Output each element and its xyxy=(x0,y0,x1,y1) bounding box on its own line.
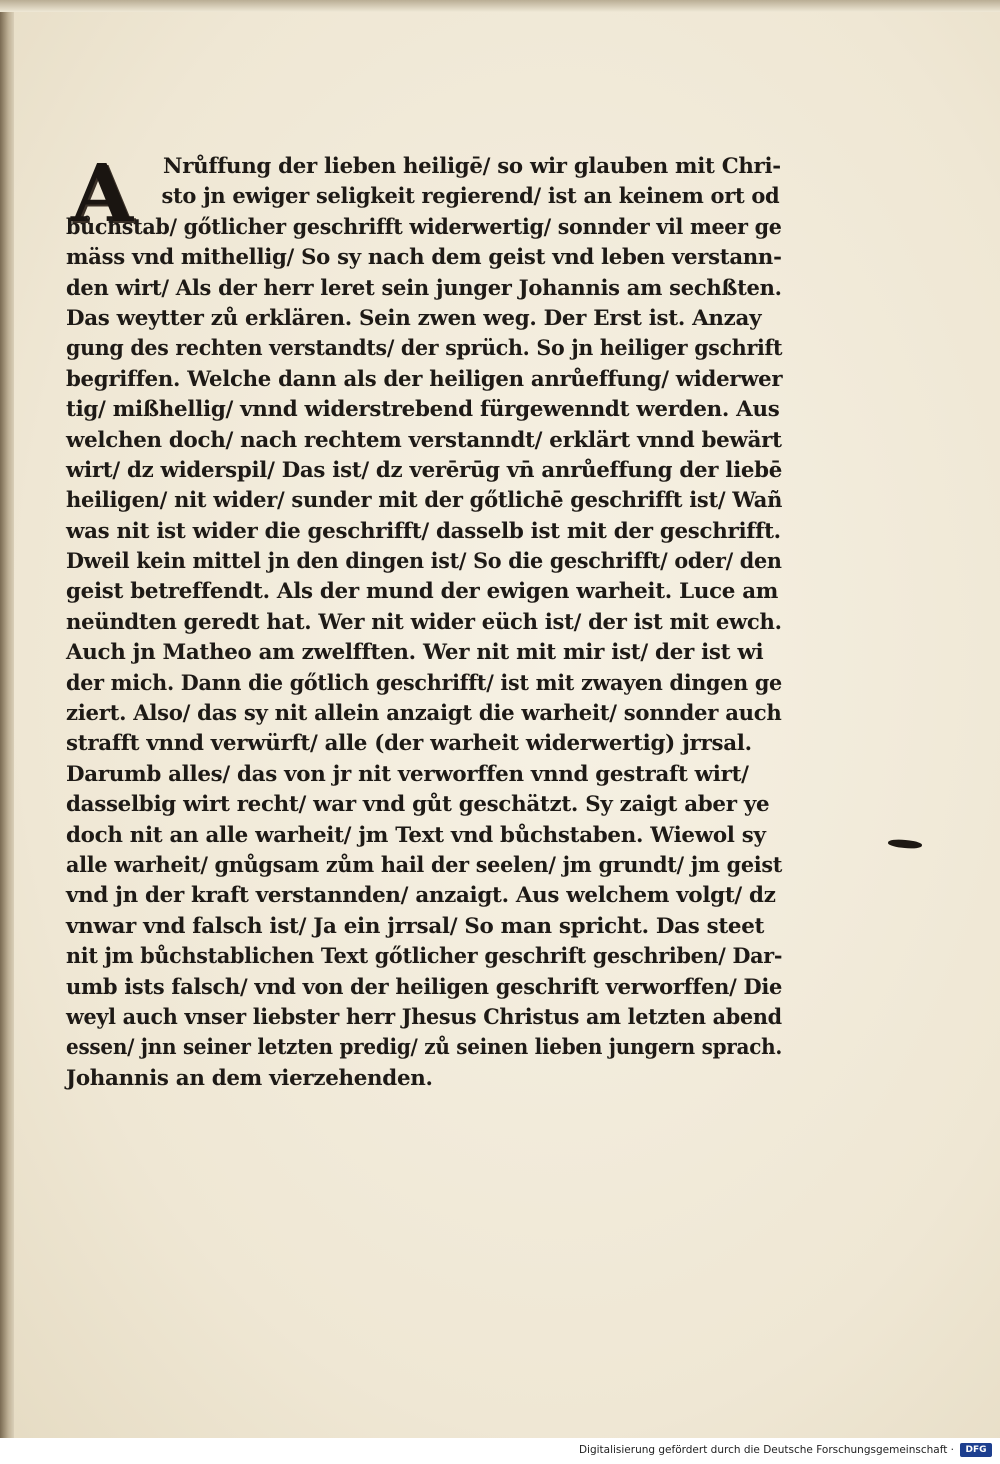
text-line: begriffen. Welche dann als der heiligen anrůeffung/ widerwer xyxy=(66,366,783,392)
text-line: was nit ist wider die geschrifft/ dasselb ist mit der geschrifft. xyxy=(66,518,781,544)
text-line: vnd jn der kraft verstannden/ anzaigt. Aus welchem volgt/ dz xyxy=(66,883,776,909)
funding-credit: Digitalisierung gefördert durch die Deutsche Forschungsgemeinschaft · xyxy=(578,1444,954,1456)
dfg-logo-icon: DFG xyxy=(960,1443,992,1457)
page-top-edge xyxy=(0,0,1000,12)
text-line: Johannis an dem vierzehenden. xyxy=(66,1065,433,1091)
text-line: welchen doch/ nach rechtem verstanndt/ erklärt vnnd bewärt xyxy=(66,427,782,453)
text-line: Nrůffung der lieben heiligē/ so wir glauben mit Chri- xyxy=(163,154,781,179)
text-paragraph xyxy=(66,152,786,1094)
binding-edge xyxy=(0,0,14,1438)
text-line: sto jn ewiger seligkeit regierend/ ist an keinem ort od xyxy=(161,184,780,210)
text-line: der mich. Dann die gőtlich geschrifft/ ist mit zwayen dingen ge xyxy=(66,670,782,696)
text-line: vnwar vnd falsch ist/ Ja ein jrrsal/ So man spricht. Das steet xyxy=(66,913,765,939)
text-line: strafft vnnd verwürft/ alle (der warheit widerwertig) jrrsal. xyxy=(66,731,752,757)
text-line: weyl auch vnser liebster herr Jhesus Christus am letzten abend xyxy=(66,1004,782,1030)
text-line: wirt/ dz widerspil/ Das ist/ dz verērūg vn̄ anrůeffung der liebē xyxy=(66,457,783,483)
text-line: Auch jn Matheo am zwelfften. Wer nit mit mir ist/ der ist wi xyxy=(66,640,764,666)
blackletter-text-block xyxy=(66,146,786,1094)
text-line: alle warheit/ gnůgsam zům hail der seelen/ jm grundt/ jm geist xyxy=(66,852,783,878)
text-line: bůchstab/ gőtlicher geschrifft widerwertig/ sonnder vil meer ge xyxy=(66,214,782,240)
text-line: dasselbig wirt recht/ war vnd gůt geschätzt. Sy zaigt aber ye xyxy=(66,792,770,818)
text-line: Darumb alles/ das von jr nit verworffen vnnd gestraft wirt/ xyxy=(66,761,749,787)
text-line: tig/ mißhellig/ vnnd widerstrebend fürgewenndt werden. Aus xyxy=(66,397,780,423)
text-line: nit jm bůchstablichen Text gőtlicher geschrift geschriben/ Dar- xyxy=(66,944,783,970)
text-line: ziert. Also/ das sy nit allein anzaigt die warheit/ sonnder auch xyxy=(66,701,782,727)
text-line: mäss vnd mithellig/ So sy nach dem geist vnd leben verstann- xyxy=(66,245,782,271)
text-line: doch nit an alle warheit/ jm Text vnd bůchstaben. Wiewol sy xyxy=(66,822,766,848)
text-line: Dweil kein mittel jn den dingen ist/ So die geschrifft/ oder/ den xyxy=(66,549,782,575)
text-line: den wirt/ Als der herr leret sein junger Johannis am sechßten. xyxy=(66,275,782,301)
text-line: heiligen/ nit wider/ sunder mit der gőtlichē geschrifft ist/ Wañ xyxy=(66,488,783,514)
text-line: geist betreffendt. Als der mund der ewigen warheit. Luce am xyxy=(66,579,779,605)
footer-bar xyxy=(0,1438,1000,1464)
drop-cap-initial: A xyxy=(70,146,134,240)
text-line: umb ists falsch/ vnd von der heiligen geschrift verworffen/ Die xyxy=(66,974,783,1000)
text-line: neündten geredt hat. Wer nit wider eüch ist/ der ist mit ewch. xyxy=(66,609,782,635)
text-line: essen/ jnn seiner letzten predig/ zů seinen lieben jungern sprach. xyxy=(66,1035,783,1061)
text-line: Das weytter zů erklären. Sein zwen weg. Der Erst ist. Anzay xyxy=(66,305,762,331)
text-line: gung des rechten verstandts/ der sprüch. So jn heiliger gschrift xyxy=(66,336,783,362)
